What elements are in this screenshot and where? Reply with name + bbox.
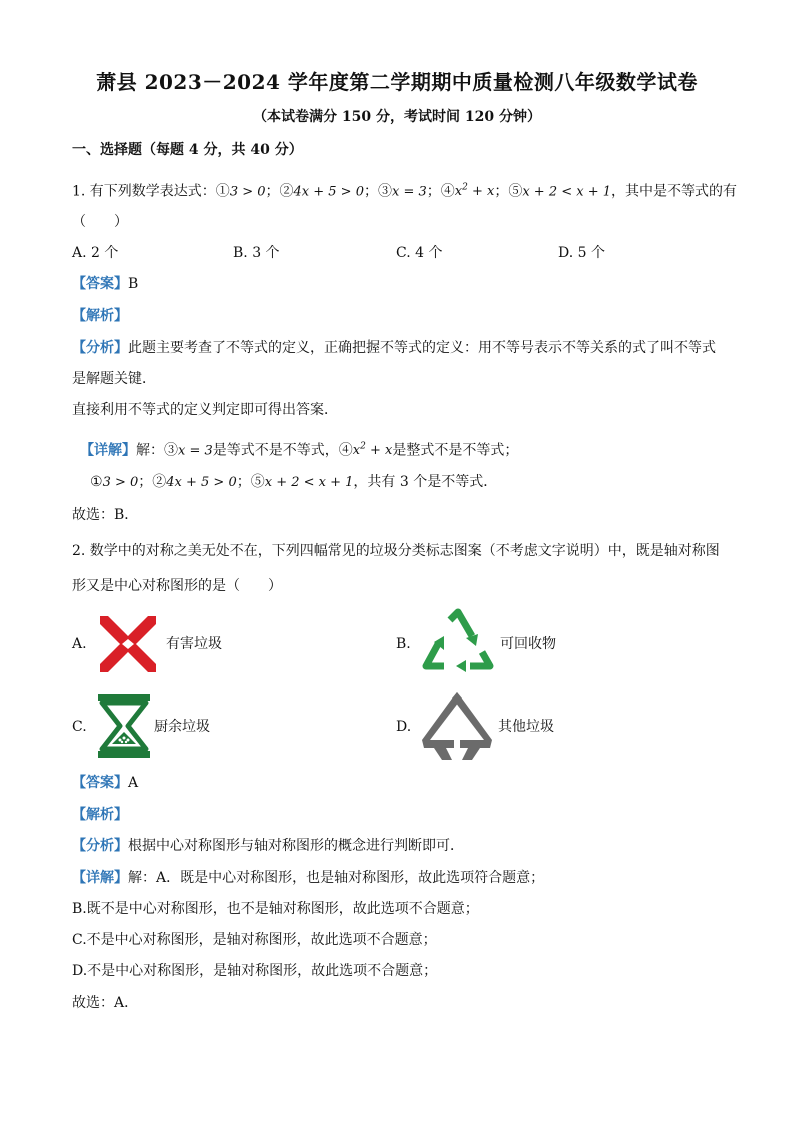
analysis-tag: 【解析】 xyxy=(72,807,128,823)
q2-answer xyxy=(72,773,138,793)
q2-detail-b: B.既不是中心对称图形，也不是轴对称图形，故此选项不合题意； xyxy=(72,901,479,917)
q2-detail-d: D.不是中心对称图形，是轴对称图形，故此选项不合题意； xyxy=(72,963,438,979)
q1-stem-end: ，其中是不等式的有 xyxy=(611,183,738,200)
q1-sep: ；⑤ xyxy=(494,183,523,200)
fenxi-text: 根据中心对称图形与轴对称图形的概念进行判断即可． xyxy=(128,838,464,854)
answer-value: B xyxy=(128,276,139,292)
q2-fenxi xyxy=(72,836,464,856)
q1-stem-start: 1. 有下列数学表达式：① xyxy=(72,183,230,200)
q2-conclusion: 故选：A． xyxy=(72,995,139,1011)
q1-detail-2 xyxy=(90,472,497,493)
q1-sep: ；④ xyxy=(426,183,455,200)
detail-text: ，共有 3 个是不等式． xyxy=(353,474,498,490)
q2-option-c-letter: C. xyxy=(72,719,87,735)
q2-option-d-label: 其他垃圾 xyxy=(498,719,554,735)
q1-analysis xyxy=(72,306,128,326)
detail-text: 是等式不是不等式，④ xyxy=(212,442,353,459)
q1-expr-4-base: x xyxy=(454,184,463,200)
kitchen-waste-icon xyxy=(98,694,150,758)
hazardous-waste-icon xyxy=(96,612,160,676)
detail-tag: 【详解】 xyxy=(72,870,128,886)
detail-tag: 【详解】 xyxy=(80,442,136,459)
q1-expr-1: 3 > 0 xyxy=(229,184,266,200)
q1-expr-3: x = 3 xyxy=(391,184,427,200)
q1-paren: （ ） xyxy=(72,214,128,230)
q1-stem xyxy=(72,178,737,202)
fenxi-text: 此题主要考查了不等式的定义，正确把握不等式的定义：用不等号表示不等关系的式了叫不等式 xyxy=(128,340,716,356)
detail-expr-4 xyxy=(353,443,393,458)
q1-expr-4-exp: 2 xyxy=(462,183,468,193)
q2-option-b-letter: B. xyxy=(396,636,411,652)
q1-fenxi xyxy=(72,338,716,358)
q1-fenxi-3: 直接利用不等式的定义判定即可得出答案． xyxy=(72,402,338,418)
q1-expr-4 xyxy=(455,184,495,199)
detail-expr-1: 3 > 0 xyxy=(102,475,139,490)
q1-expr-4-tail: + x xyxy=(467,184,495,200)
detail-expr-2: 4x + 5 > 0 xyxy=(166,475,237,490)
detail-text: ① xyxy=(90,474,103,490)
q2-option-b-label: 可回收物 xyxy=(500,636,556,652)
detail-text: 是整式不是不等式； xyxy=(392,442,519,459)
page-title: 萧县 2023－2024 学年度第二学期期中质量检测八年级数学试卷 xyxy=(96,70,698,94)
analysis-tag: 【解析】 xyxy=(72,308,128,324)
q1-sep: ；② xyxy=(265,183,294,200)
detail-text: 解：A．既是中心对称图形，也是轴对称图形，故此选项符合题意； xyxy=(128,870,545,886)
q1-fenxi-2: 是解题关键． xyxy=(72,371,156,387)
answer-tag: 【答案】 xyxy=(72,276,128,292)
fenxi-tag: 【分析】 xyxy=(72,340,128,356)
detail-expr-5: x + 2 < x + 1 xyxy=(264,475,354,490)
detail-text: ；⑤ xyxy=(236,474,265,490)
q1-option-a: A. 2 个 xyxy=(72,245,119,261)
q1-detail xyxy=(80,437,518,461)
detail-text: 解：③ xyxy=(136,442,178,459)
detail-expr-4-exp: 2 xyxy=(360,442,366,452)
page-subtitle: （本试卷满分 150 分，考试时间 120 分钟） xyxy=(253,109,541,125)
section-heading: 一、选择题（每题 4 分，共 40 分） xyxy=(72,142,303,158)
q1-sep: ；③ xyxy=(363,183,392,200)
detail-text: ；② xyxy=(138,474,167,490)
q2-analysis xyxy=(72,805,128,825)
answer-value: A xyxy=(128,775,139,791)
q2-option-a-letter: A. xyxy=(72,636,87,652)
fenxi-tag: 【分析】 xyxy=(72,838,128,854)
answer-tag: 【答案】 xyxy=(72,775,128,791)
detail-expr-4-tail: + x xyxy=(365,443,393,459)
q1-option-b: B. 3 个 xyxy=(233,245,280,261)
q2-option-c-label: 厨余垃圾 xyxy=(154,719,210,735)
q1-option-d: D. 5 个 xyxy=(558,245,605,261)
q1-answer xyxy=(72,274,138,294)
q2-stem-1: 2. 数学中的对称之美无处不在，下列四幅常见的垃圾分类标志图案（不考虑文字说明）中，既是轴对称图 xyxy=(72,543,720,559)
q2-detail xyxy=(72,868,544,888)
q1-conclusion: 故选：B． xyxy=(72,507,139,523)
q1-option-c: C. 4 个 xyxy=(396,245,443,261)
q2-option-d-letter: D. xyxy=(396,719,412,735)
detail-expr-4-base: x xyxy=(352,443,361,459)
other-waste-icon xyxy=(420,690,494,762)
q2-stem-2: 形又是中心对称图形的是（ ） xyxy=(72,578,282,594)
detail-expr-3: x = 3 xyxy=(178,443,213,459)
q2-option-a-label: 有害垃圾 xyxy=(166,636,222,652)
q1-expr-5: x + 2 < x + 1 xyxy=(522,184,612,200)
q1-expr-2: 4x + 5 > 0 xyxy=(293,184,364,200)
recyclable-icon xyxy=(420,608,496,676)
q2-detail-c: C.不是中心对称图形，是轴对称图形，故此选项不合题意； xyxy=(72,932,437,948)
